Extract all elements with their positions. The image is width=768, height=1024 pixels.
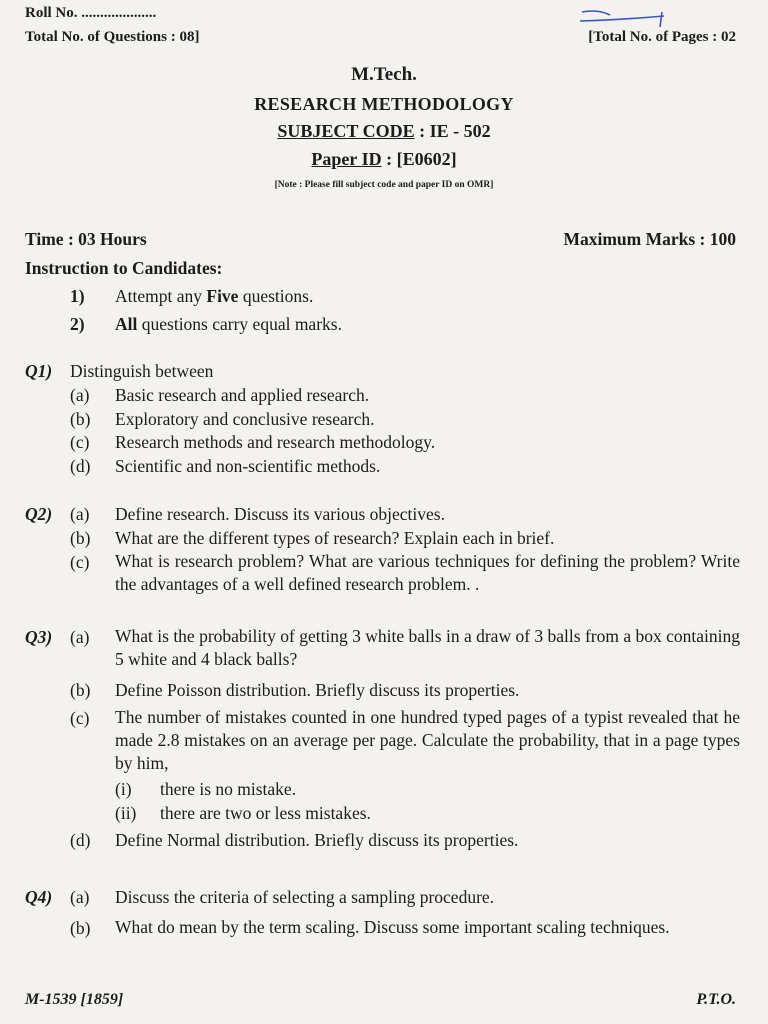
instruction-text-bold: All bbox=[115, 314, 138, 334]
option-text: What do mean by the term scaling. Discuss some important scaling techniques. bbox=[115, 917, 670, 937]
option-label: (a) bbox=[70, 385, 90, 405]
course-title: RESEARCH METHODOLOGY bbox=[254, 94, 514, 114]
instruction-text-pre: Attempt any bbox=[115, 286, 207, 306]
pto-footer: P.T.O. bbox=[696, 991, 736, 1008]
option-text: What are the different types of research? Explain each in brief. bbox=[115, 528, 555, 548]
option-label: (d) bbox=[70, 830, 91, 850]
option-text: Define research. Discuss its various objectives. bbox=[115, 504, 445, 524]
paper-id-label: Paper ID bbox=[311, 149, 382, 169]
degree-title: M.Tech. bbox=[351, 64, 417, 85]
option-text: The number of mistakes counted in one hundred typed pages of a typist revealed that he made 2.8 mistakes on an average per page. Calculate the probability, that in a page types by him, bbox=[115, 707, 740, 773]
paper-id-value: : [E0602] bbox=[381, 149, 457, 169]
question-number: Q3) bbox=[25, 627, 53, 647]
option-text: What is the probability of getting 3 white balls in a draw of 3 balls from a box containing 5 white and 4 black balls? bbox=[115, 626, 741, 669]
subject-code-label: SUBJECT CODE bbox=[277, 121, 415, 141]
question-stem: Distinguish between bbox=[70, 361, 214, 381]
sub-option-label: (ii) bbox=[115, 803, 137, 823]
instruction-text bbox=[115, 314, 342, 335]
subject-code bbox=[0, 121, 768, 142]
instructions-heading: Instruction to Candidates: bbox=[25, 258, 223, 278]
option-text: Basic research and applied research. bbox=[115, 385, 370, 405]
sub-option-text: there are two or less mistakes. bbox=[160, 803, 371, 823]
option-label: (a) bbox=[70, 504, 90, 524]
sub-option-label: (i) bbox=[115, 779, 132, 799]
instruction-text-post: questions. bbox=[238, 286, 314, 306]
paper-id bbox=[0, 149, 768, 170]
subject-code-value: : IE - 502 bbox=[414, 121, 491, 141]
option-text: Research methods and research methodology. bbox=[115, 432, 436, 452]
question-number: Q4) bbox=[25, 887, 53, 907]
instruction-text bbox=[115, 286, 313, 307]
option-label: (a) bbox=[70, 887, 90, 907]
option-label: (b) bbox=[70, 409, 91, 429]
omr-note: [Note : Please fill subject code and paper ID on OMR] bbox=[274, 180, 494, 190]
option-text: Scientific and non-scientific methods. bbox=[115, 456, 381, 476]
option-text: Exploratory and conclusive research. bbox=[115, 409, 375, 429]
pen-mark-icon bbox=[578, 6, 668, 28]
option-label: (c) bbox=[70, 432, 90, 452]
exam-time: Time : 03 Hours bbox=[25, 229, 147, 249]
option-label: (b) bbox=[70, 918, 91, 938]
option-text: What is research problem? What are various techniques for defining the problem? Write the advantages of a well defined research problem. . bbox=[115, 551, 740, 594]
maximum-marks: Maximum Marks : 100 bbox=[563, 229, 736, 249]
instruction-text-bold: Five bbox=[206, 286, 239, 306]
option-text: Define Normal distribution. Briefly discuss its properties. bbox=[115, 830, 519, 850]
roll-number: Roll No. .................... bbox=[25, 5, 157, 21]
total-questions: Total No. of Questions : 08] bbox=[25, 29, 200, 45]
option-label: (a) bbox=[70, 627, 90, 647]
instruction-number: 1) bbox=[70, 286, 85, 306]
question-number: Q1) bbox=[25, 361, 53, 381]
option-label: (c) bbox=[70, 708, 90, 728]
option-label: (c) bbox=[70, 552, 90, 572]
option-label: (b) bbox=[70, 528, 91, 548]
instruction-number: 2) bbox=[70, 314, 85, 334]
option-label: (d) bbox=[70, 456, 91, 476]
sub-option-text: there is no mistake. bbox=[160, 779, 297, 799]
question-number: Q2) bbox=[25, 504, 53, 524]
paper-code-footer: M-1539 [1859] bbox=[25, 991, 124, 1008]
instruction-text-post: questions carry equal marks. bbox=[137, 314, 342, 334]
option-text: Define Poisson distribution. Briefly discuss its properties. bbox=[115, 680, 520, 700]
option-text: Discuss the criteria of selecting a sampling procedure. bbox=[115, 887, 495, 907]
total-pages: [Total No. of Pages : 02 bbox=[588, 29, 736, 45]
option-label: (b) bbox=[70, 680, 91, 700]
